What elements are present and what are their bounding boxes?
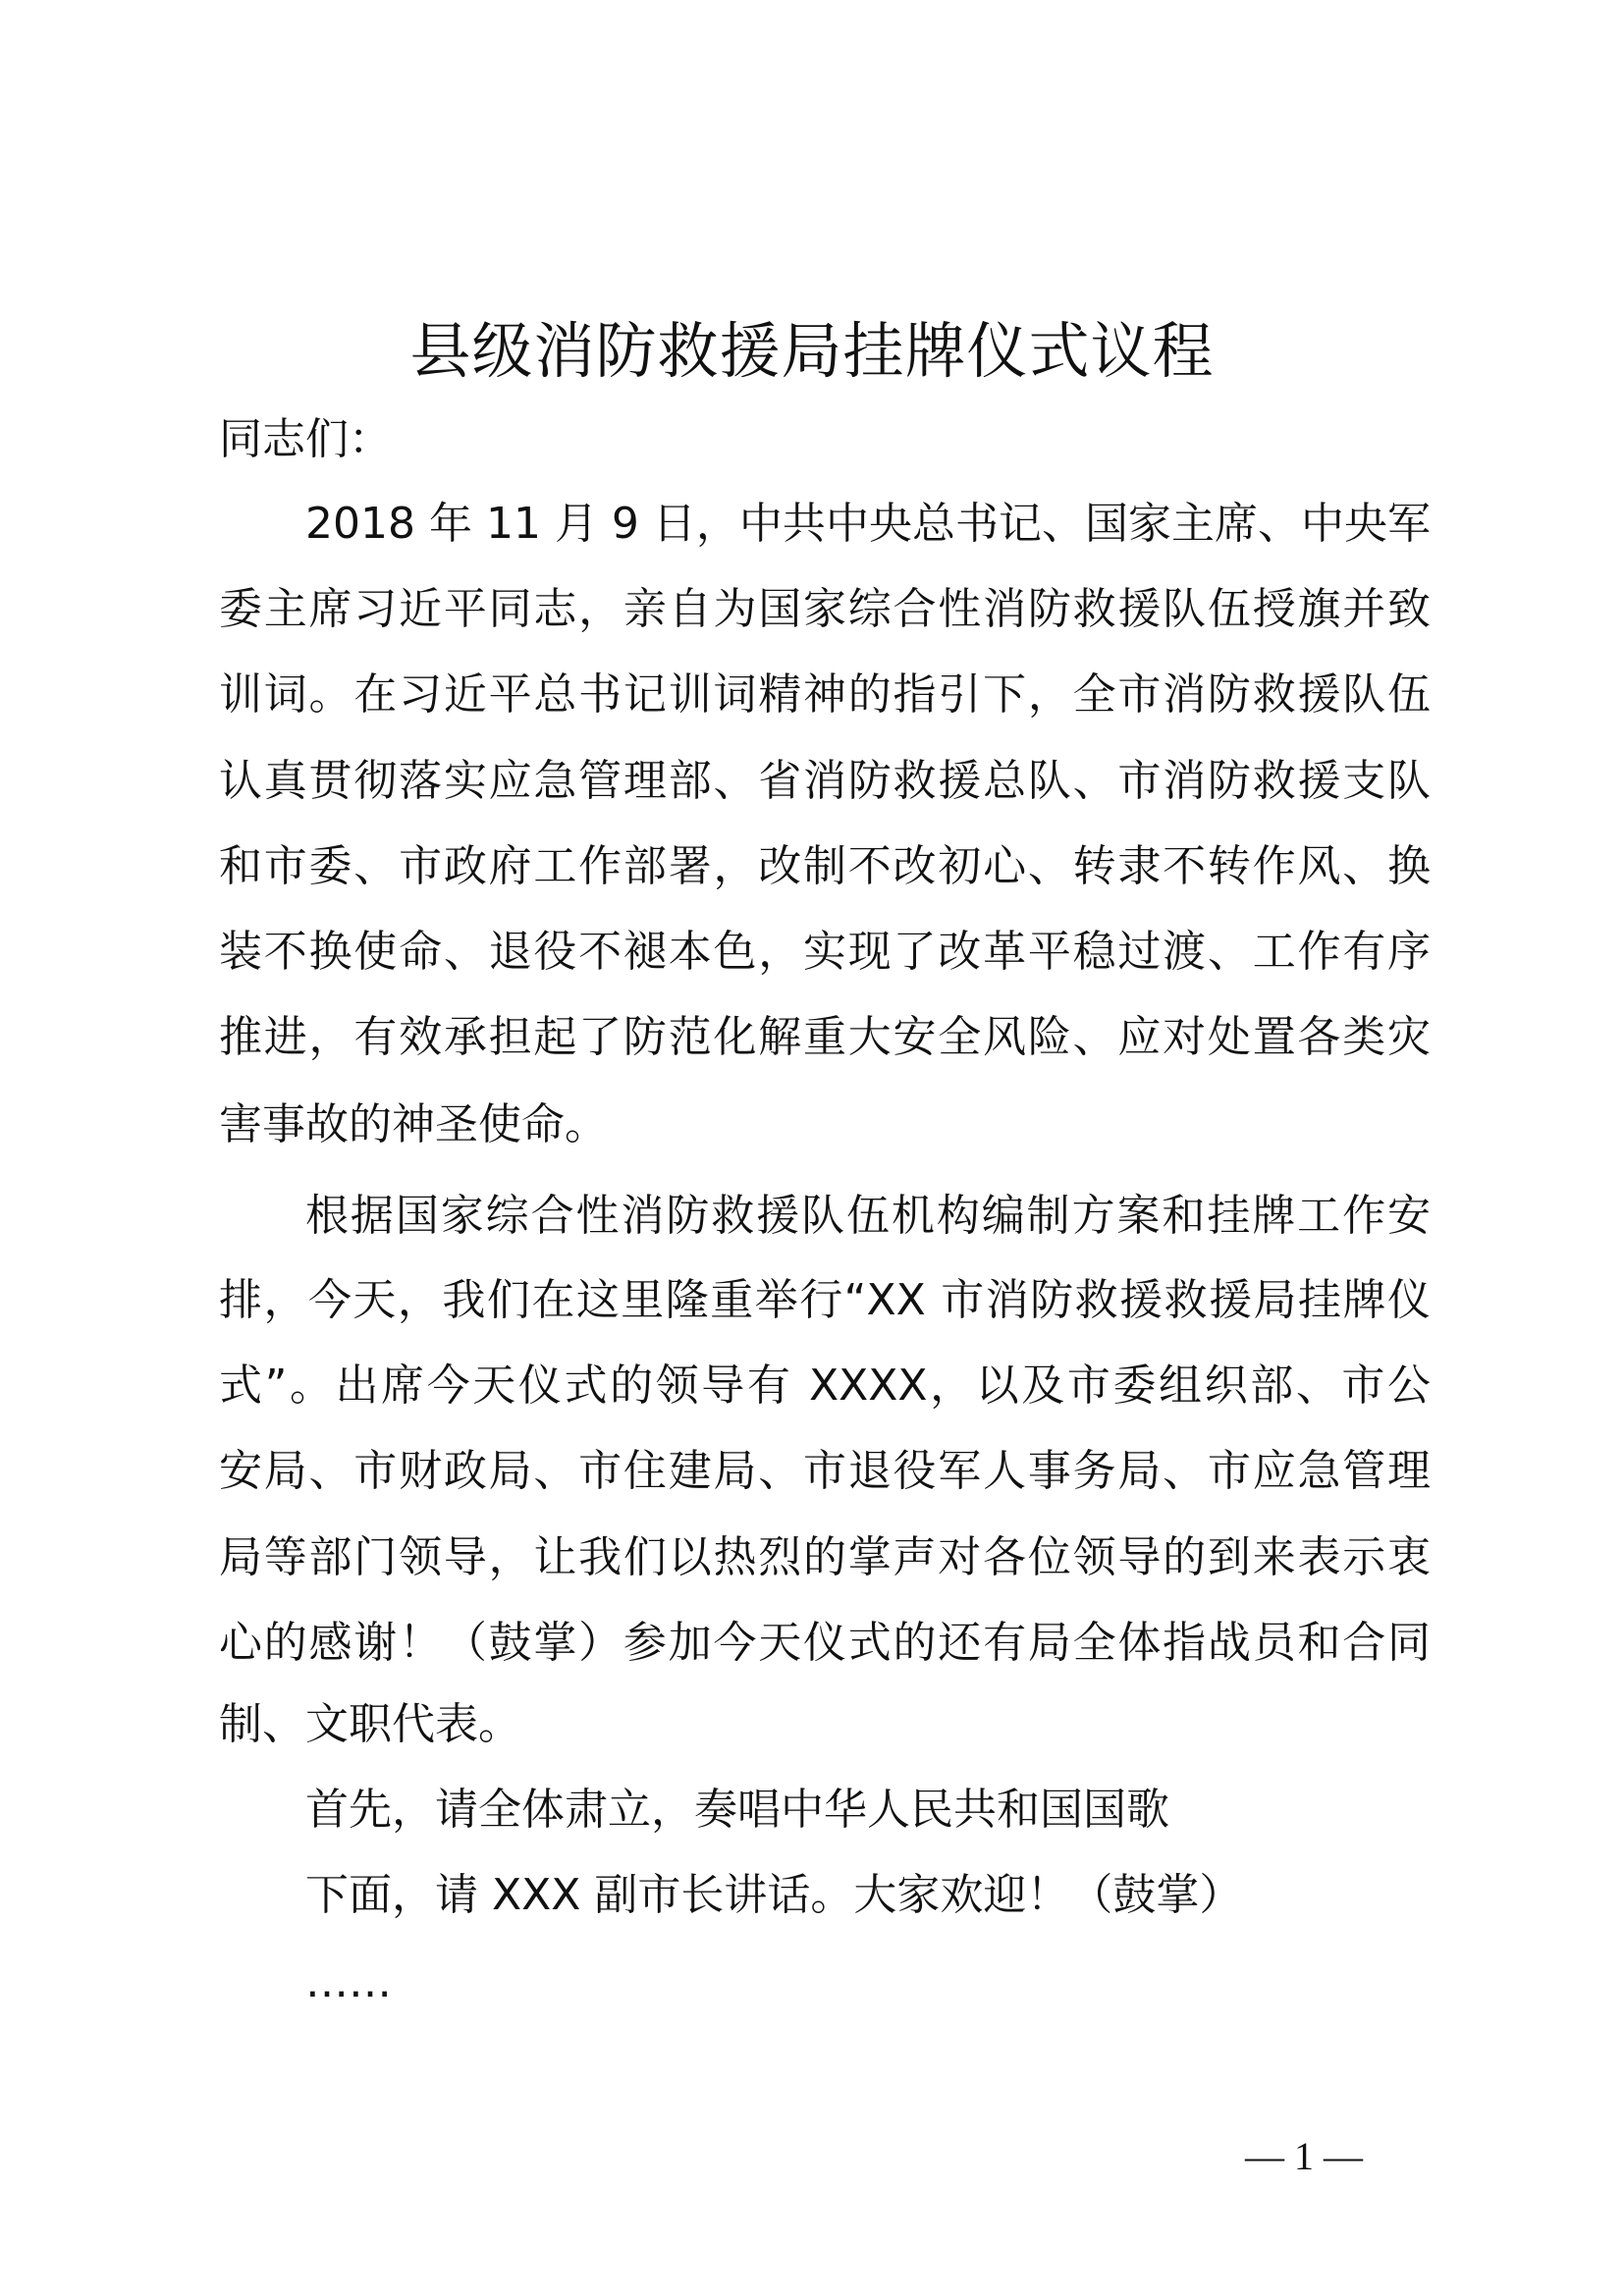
text-line: 认真贯彻落实应急管理部、省消防救援总队、市消防救援支队 <box>219 756 1431 806</box>
text-line: 装不换使命、退役不褪本色，实现了改革平稳过渡、工作有序 <box>219 927 1431 977</box>
text-line: 式”。出席今天仪式的领导有 XXXX，以及市委组织部、市公 <box>219 1361 1431 1411</box>
text-line: 2018 年 11 月 9 日，中共中央总书记、国家主席、中央军 <box>305 499 1431 549</box>
text-line: 害事故的神圣使命。 <box>219 1099 608 1149</box>
text-line: 心的感谢！（鼓掌）参加今天仪式的还有局全体指战员和合同 <box>219 1618 1431 1668</box>
text-line: 推进，有效承担起了防范化解重大安全风险、应对处置各类灾 <box>219 1012 1431 1062</box>
salutation: 同志们： <box>219 414 392 464</box>
text-line: 和市委、市政府工作部署，改制不改初心、转隶不转作风、换 <box>219 841 1431 891</box>
page-number: — 1 — <box>1245 2134 1363 2178</box>
paragraph-speech: 下面，请 XXX 副市长讲话。大家欢迎！（鼓掌） <box>305 1870 1243 1920</box>
document-title: 县级消防救援局挂牌仪式议程 <box>409 315 1215 387</box>
text-line: 训词。在习近平总书记训词精神的指引下，全市消防救援队伍 <box>219 669 1431 720</box>
text-line: 委主席习近平同志，亲自为国家综合性消防救援队伍授旗并致 <box>219 584 1431 634</box>
text-line: 安局、市财政局、市住建局、市退役军人事务局、市应急管理 <box>219 1446 1431 1496</box>
text-line: 制、文职代表。 <box>219 1699 521 1749</box>
text-line: 局等部门领导，让我们以热烈的掌声对各位领导的到来表示衷 <box>219 1532 1431 1582</box>
paragraph-ellipsis: …… <box>305 1957 392 2007</box>
paragraph-anthem: 首先，请全体肃立，奏唱中华人民共和国国歌 <box>305 1785 1169 1835</box>
text-line: 排，今天，我们在这里隆重举行“XX 市消防救援救援局挂牌仪 <box>219 1275 1431 1325</box>
text-line: 根据国家综合性消防救援队伍机构编制方案和挂牌工作安 <box>305 1191 1431 1241</box>
